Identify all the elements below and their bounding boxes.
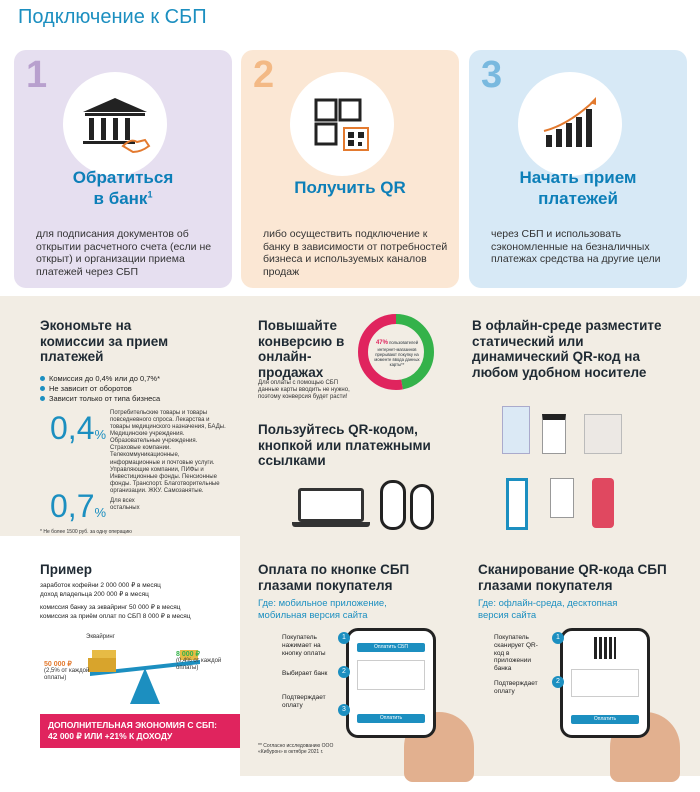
card-number: 1 [26, 54, 48, 96]
card-bank [14, 50, 232, 288]
economy-footnote: * Не более 1500 руб. за одну операцию [40, 529, 132, 535]
step-label: Подтверждает оплату [494, 680, 538, 695]
example-title: Пример [40, 562, 92, 577]
pay-button[interactable]: Оплатить [357, 714, 425, 723]
card-qr [241, 50, 459, 288]
bank-icon [63, 72, 167, 176]
qr-code-icon [594, 637, 616, 659]
offline-title: В офлайн-среде разместите статический или динамический QR-код на любом удобном носителе [472, 318, 662, 380]
growth-chart-icon [518, 72, 622, 176]
step-number: 2 [338, 666, 350, 678]
puzzle-qr-icon [290, 72, 394, 176]
page-title: Подключение к СБП [18, 6, 207, 28]
step-label: Выбирает банк [282, 670, 328, 677]
step-label: Покупатель нажимает на кнопку оплаты [282, 634, 326, 657]
rate-04-text: Потребительские товары и товары повседневного спроса. Лекарства и товары медицинского назначения, БАДы. Медицинские учреждения. Образовательные учреждения. Страховые компании. Телекоммуникационные, информационные и почтовые услуги. Управляющие компании, ПИФы и Инвестиционные фонды. Пенсионные фонды. Транспорт. Благотворительные организации. ЖКУ. Самозанятые. [110, 410, 226, 494]
phone-illustration [380, 480, 406, 530]
qr-box-illustration [584, 414, 622, 454]
bullet-item: Не зависит от оборотов [40, 384, 230, 394]
example-line: комиссия за приём оплат по СБП 8 000 ₽ в месяц [40, 613, 191, 620]
card-title: Получить QR [294, 178, 406, 197]
qr-cup-illustration [542, 414, 566, 454]
donut-center: 47% пользователей интернет-магазинов прерывают покупку на моменте ввода данных карты** [374, 340, 420, 368]
rate-07: 0,7% [50, 488, 107, 524]
step-number: 2 [552, 676, 564, 688]
acquiring-value: 50 000 ₽ (2,5% от каждой оплаты) [44, 661, 90, 682]
card-text: для подписания документов об открытии расчетного счета (если не открыт) и организации приема платежей через СБП [36, 228, 212, 278]
bullet-item: Комиссия до 0,4% или до 0,7%* [40, 374, 230, 384]
qr-stand-illustration [502, 406, 530, 454]
qr-scan-title: Сканирование QR-кода СБП глазами покупателя [478, 562, 667, 593]
methods-title: Пользуйтесь QR-кодом, кнопкой или платежными ссылками [258, 422, 431, 469]
pay-button[interactable]: Оплатить [571, 715, 639, 724]
conversion-title: Повышайте конверсию в онлайн-продажах [258, 318, 345, 380]
qr-card-illustration [550, 478, 574, 518]
card-number: 3 [481, 54, 503, 96]
card-title: Начать прием платежей [519, 168, 637, 208]
savings-banner: ДОПОЛНИТЕЛЬНАЯ ЭКОНОМИЯ С СБП: 42 000 ₽ ИЛИ +21% К ДОХОДУ [40, 714, 240, 748]
button-pay-subtitle: Где: мобильное приложение, мобильная версия сайта [258, 598, 387, 621]
button-pay-title: Оплата по кнопке СБП глазами покупателя [258, 562, 410, 593]
phone-mockup [346, 628, 436, 738]
rate-04: 0,4% [50, 410, 107, 446]
card-title: Обратиться в банк$^1$ [72, 168, 174, 208]
card-payments [469, 50, 687, 288]
step-label: Покупатель сканирует QR-код в приложении банка [494, 634, 538, 673]
example-line: доход владельца 200 000 ₽ в месяц [40, 591, 149, 598]
card-text: либо осуществить подключение к банку в зависимости от потребностей бизнеса и используемых каналов продаж [263, 228, 448, 278]
qr-terminal-pink-illustration [592, 478, 614, 528]
example-line: комиссия банку за эквайринг 50 000 ₽ в месяц [40, 604, 181, 611]
card-number: 2 [253, 54, 275, 96]
sbp-value: 8 000 ₽ (0,4% от каждой оплаты) [176, 651, 222, 672]
step-label: Подтверждает оплату [282, 694, 326, 709]
phone-mockup [560, 628, 650, 738]
step-number: 1 [338, 632, 350, 644]
qr-terminal-illustration [506, 478, 528, 530]
phone-illustration [410, 484, 434, 530]
button-pay-footnote: ** Согласно исследованию ООО «Кибурон» в октябре 2021 г. [258, 743, 334, 755]
card-text: через СБП и использовать сэкономленные на безналичных платежах средства на другие цели [491, 228, 661, 266]
bullet-item: Зависит только от типа бизнеса [40, 394, 230, 404]
economy-bullets [40, 374, 230, 404]
pay-sbp-button[interactable]: Оплатить СБП [357, 643, 425, 652]
step-number: 3 [338, 704, 350, 716]
qr-scan-subtitle: Где: офлайн-среда, десктопная версия сайта [478, 598, 618, 621]
economy-title: Экономьте на комиссии за прием платежей [40, 318, 169, 365]
step-number: 1 [552, 632, 564, 644]
laptop-illustration [292, 488, 370, 530]
acquiring-label: Эквайринг [86, 634, 115, 640]
conversion-text: Для оплаты с помощью СБП данные карты вводить не нужно, поэтому конверсия будет расти! [258, 380, 350, 401]
rate-07-text: Для всех остальных [110, 498, 140, 512]
example-line: заработок кофейни 2 000 000 ₽ в месяц [40, 582, 161, 589]
